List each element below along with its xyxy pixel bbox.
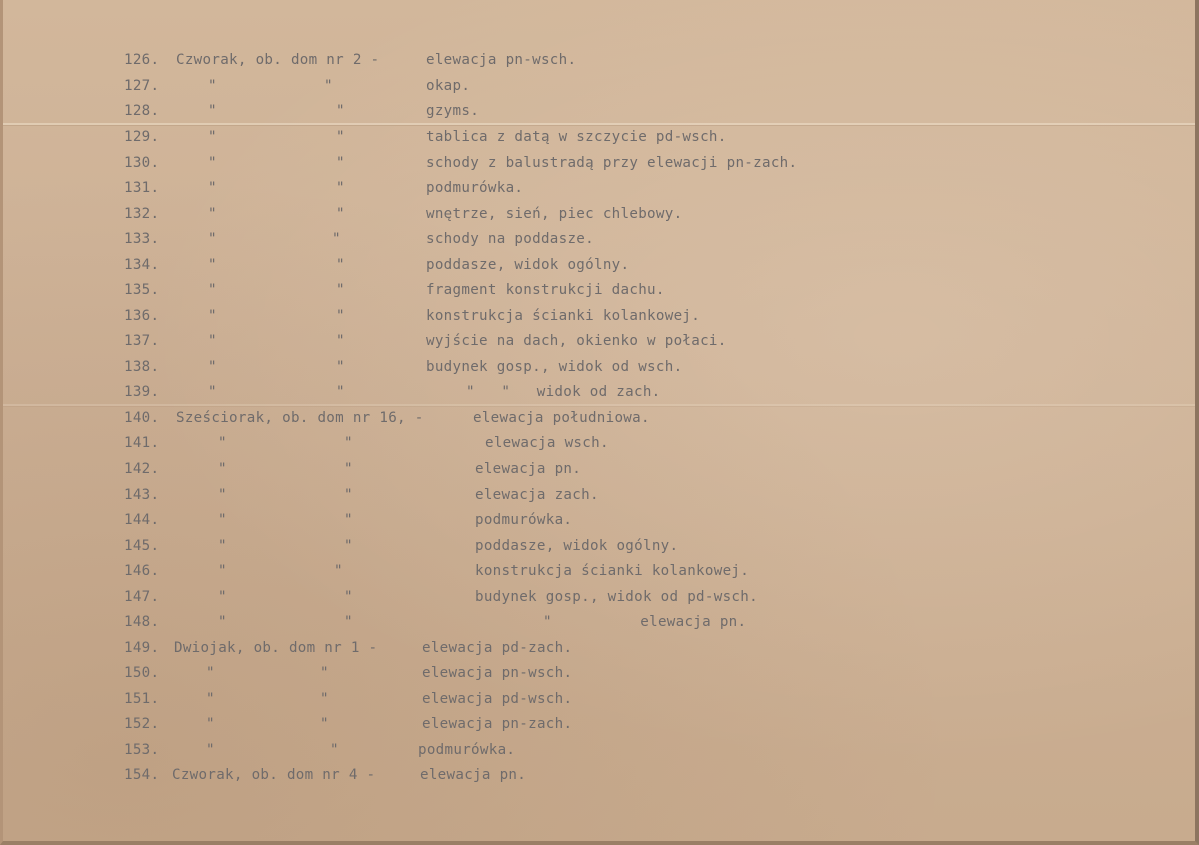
ditto-mark: " xyxy=(336,333,345,349)
ditto-mark: " xyxy=(208,359,217,375)
entry-number: 154. xyxy=(124,767,160,783)
ditto-mark: " xyxy=(344,512,353,528)
ditto-mark: " xyxy=(208,78,217,94)
entry-description: gzyms. xyxy=(426,103,480,119)
entry-description: wyjście na dach, okienko w połaci. xyxy=(426,333,727,349)
entry-building: Czworak, ob. dom nr 4 - xyxy=(172,767,376,783)
ditto-mark: " xyxy=(336,103,345,119)
entry-number: 128. xyxy=(124,103,160,119)
entry-description: elewacja pn-wsch. xyxy=(426,52,577,68)
entry-number: 148. xyxy=(124,614,160,630)
entry-number: 142. xyxy=(124,461,160,477)
entry-number: 126. xyxy=(124,52,160,68)
entry-building: Sześciorak, ob. dom nr 16, - xyxy=(176,410,424,426)
ditto-mark: " xyxy=(208,155,217,171)
ditto-mark: " xyxy=(208,308,217,324)
entry-description: schody z balustradą przy elewacji pn-zach. xyxy=(426,155,798,171)
ditto-mark: " xyxy=(218,435,227,451)
entry-description: schody na poddasze. xyxy=(426,231,594,247)
entry-number: 144. xyxy=(124,512,160,528)
entry-number: 140. xyxy=(124,410,160,426)
entry-description: poddasze, widok ogólny. xyxy=(426,257,630,273)
paper-fold-line xyxy=(3,404,1195,406)
entry-description: budynek gosp., widok od pd-wsch. xyxy=(475,589,758,605)
ditto-mark: " xyxy=(208,333,217,349)
ditto-mark: " xyxy=(206,742,215,758)
ditto-mark: " xyxy=(320,691,329,707)
entry-number: 143. xyxy=(124,487,160,503)
entry-number: 146. xyxy=(124,563,160,579)
ditto-mark: " xyxy=(336,308,345,324)
ditto-mark: " xyxy=(344,461,353,477)
entry-number: 136. xyxy=(124,308,160,324)
entry-building: Czworak, ob. dom nr 2 - xyxy=(176,52,380,68)
ditto-mark: " xyxy=(208,282,217,298)
ditto-mark: " xyxy=(218,512,227,528)
entry-number: 135. xyxy=(124,282,160,298)
entry-description: elewacja zach. xyxy=(475,487,599,503)
entry-number: 145. xyxy=(124,538,160,554)
entry-number: 131. xyxy=(124,180,160,196)
entry-number: 132. xyxy=(124,206,160,222)
entry-description: fragment konstrukcji dachu. xyxy=(426,282,665,298)
entry-description: elewacja pn. xyxy=(475,461,582,477)
ditto-mark: " xyxy=(344,589,353,605)
ditto-mark: " xyxy=(206,665,215,681)
ditto-mark: " xyxy=(336,257,345,273)
entry-description: budynek gosp., widok od wsch. xyxy=(426,359,683,375)
entry-number: 134. xyxy=(124,257,160,273)
entry-description: konstrukcja ścianki kolankowej. xyxy=(426,308,701,324)
ditto-mark: " xyxy=(336,155,345,171)
entry-description: podmurówka. xyxy=(426,180,524,196)
ditto-mark: " xyxy=(344,538,353,554)
ditto-mark: " xyxy=(336,359,345,375)
ditto-mark: " xyxy=(218,563,227,579)
entry-description: " " widok od zach. xyxy=(466,384,661,400)
entry-building: Dwiojak, ob. dom nr 1 - xyxy=(174,640,378,656)
ditto-mark: " xyxy=(336,129,345,145)
entry-description: elewacja pd-zach. xyxy=(422,640,573,656)
entry-description: tablica z datą w szczycie pd-wsch. xyxy=(426,129,727,145)
ditto-mark: " xyxy=(320,665,329,681)
entry-description: wnętrze, sień, piec chlebowy. xyxy=(426,206,683,222)
entry-description: elewacja pn-wsch. xyxy=(422,665,573,681)
ditto-mark: " xyxy=(218,614,227,630)
ditto-mark: " xyxy=(218,589,227,605)
entry-number: 127. xyxy=(124,78,160,94)
ditto-mark: " xyxy=(206,691,215,707)
entry-description: " elewacja pn. xyxy=(543,614,747,630)
entry-description: elewacja pd-wsch. xyxy=(422,691,573,707)
ditto-mark: " xyxy=(344,614,353,630)
entry-description: elewacja wsch. xyxy=(485,435,609,451)
ditto-mark: " xyxy=(208,257,217,273)
entry-number: 150. xyxy=(124,665,160,681)
ditto-mark: " xyxy=(324,78,333,94)
entry-number: 137. xyxy=(124,333,160,349)
entry-description: konstrukcja ścianki kolankowej. xyxy=(475,563,750,579)
entry-description: poddasze, widok ogólny. xyxy=(475,538,679,554)
entry-description: elewacja pn. xyxy=(420,767,527,783)
ditto-mark: " xyxy=(218,487,227,503)
ditto-mark: " xyxy=(208,129,217,145)
entry-number: 133. xyxy=(124,231,160,247)
ditto-mark: " xyxy=(336,180,345,196)
ditto-mark: " xyxy=(336,384,345,400)
ditto-mark: " xyxy=(208,384,217,400)
ditto-mark: " xyxy=(334,563,343,579)
ditto-mark: " xyxy=(320,716,329,732)
entry-number: 149. xyxy=(124,640,160,656)
entry-number: 141. xyxy=(124,435,160,451)
ditto-mark: " xyxy=(208,231,217,247)
ditto-mark: " xyxy=(208,180,217,196)
ditto-mark: " xyxy=(218,461,227,477)
ditto-mark: " xyxy=(336,282,345,298)
paper-fold-line xyxy=(3,123,1195,125)
entry-description: okap. xyxy=(426,78,471,94)
entry-description: podmurówka. xyxy=(475,512,573,528)
ditto-mark: " xyxy=(344,435,353,451)
entry-number: 147. xyxy=(124,589,160,605)
ditto-mark: " xyxy=(336,206,345,222)
entry-description: elewacja południowa. xyxy=(473,410,650,426)
entry-number: 153. xyxy=(124,742,160,758)
entry-number: 129. xyxy=(124,129,160,145)
ditto-mark: " xyxy=(218,538,227,554)
ditto-mark: " xyxy=(208,206,217,222)
ditto-mark: " xyxy=(208,103,217,119)
entry-number: 152. xyxy=(124,716,160,732)
ditto-mark: " xyxy=(206,716,215,732)
entry-number: 139. xyxy=(124,384,160,400)
entry-description: podmurówka. xyxy=(418,742,516,758)
entry-description: elewacja pn-zach. xyxy=(422,716,573,732)
entry-number: 151. xyxy=(124,691,160,707)
ditto-mark: " xyxy=(330,742,339,758)
entry-number: 138. xyxy=(124,359,160,375)
ditto-mark: " xyxy=(344,487,353,503)
ditto-mark: " xyxy=(332,231,341,247)
entry-number: 130. xyxy=(124,155,160,171)
